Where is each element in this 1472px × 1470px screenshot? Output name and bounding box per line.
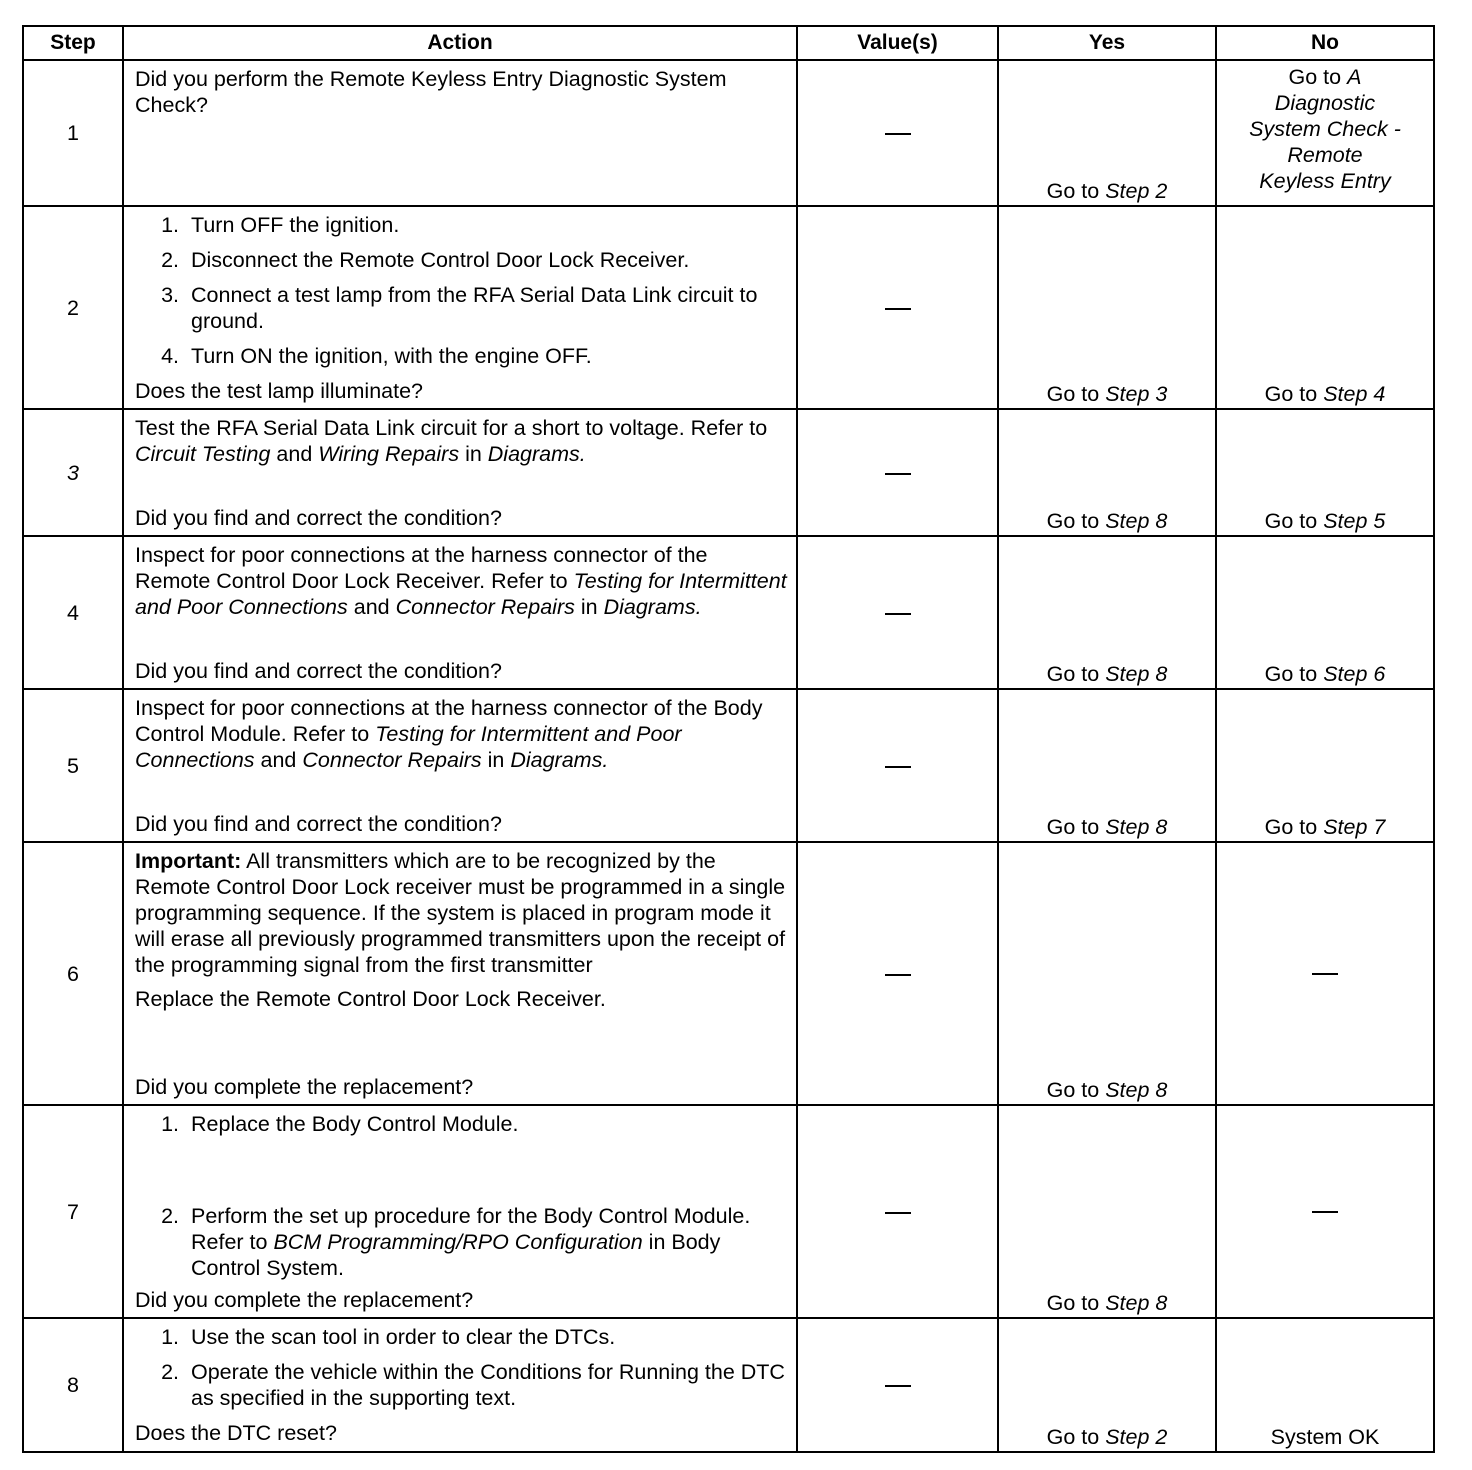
action-steps [135, 212, 788, 369]
yes-cell: Go to Step 8 [998, 689, 1216, 842]
step-number: 7 [23, 1105, 123, 1318]
yes-cell: Go to Step 8 [998, 536, 1216, 689]
header-action: Action [123, 26, 797, 60]
action-cell [123, 60, 797, 206]
dash-mark [885, 1385, 911, 1387]
table-row [23, 60, 1434, 206]
important-note: Important: All transmitters which are to be recognized by the Remote Control Door Lock receiver must be programmed in a single programming sequence. If the system is placed in program mode it will erase all previously programmed transmitters upon the receipt of the programming signal from the first transmitter [135, 849, 786, 977]
action-step: 2. Perform the set up procedure for the Body Control Module. Refer to BCM Programming/RPO Configuration in Body Control System. [161, 1204, 751, 1280]
action-question: Did you complete the replacement? [135, 1288, 474, 1312]
header-row [23, 26, 1434, 60]
no-cell: Go to Step 5 [1216, 409, 1434, 536]
action-cell [123, 536, 797, 689]
action-text: Replace the Remote Control Door Lock Receiver. [135, 987, 606, 1011]
action-question: Did you find and correct the condition? [135, 659, 502, 683]
no-cell: Go to Step 6 [1216, 536, 1434, 689]
step-number: 2 [23, 206, 123, 409]
action-cell [123, 409, 797, 536]
no-cell: System OK [1216, 1318, 1434, 1452]
no-cell: Go to Step 7 [1216, 689, 1434, 842]
dash-mark [885, 1212, 911, 1214]
action-question: Did you perform the Remote Keyless Entry Diagnostic System Check? [135, 67, 727, 117]
dash-mark [885, 133, 911, 135]
action-cell [123, 1105, 797, 1318]
action-cell [123, 206, 797, 409]
header-values: Value(s) [797, 26, 998, 60]
value-cell [797, 842, 998, 1105]
yes-cell: Go to Step 2 [998, 1318, 1216, 1452]
no-cell [1216, 1105, 1434, 1318]
dash-mark [1312, 973, 1338, 975]
action-text: Inspect for poor connections at the harness connector of the Body Control Module. Refer to Testing for Intermittent and Poor Connections and Connector Repairs in Diagrams. [135, 696, 763, 772]
step-number: 4 [23, 536, 123, 689]
table-row [23, 1105, 1434, 1318]
yes-cell: Go to Step 8 [998, 1105, 1216, 1318]
table-row [23, 1318, 1434, 1452]
value-cell [797, 60, 998, 206]
dash-mark [885, 308, 911, 310]
action-steps [135, 1324, 788, 1411]
header-step: Step [23, 26, 123, 60]
action-text: Inspect for poor connections at the harness connector of the Remote Control Door Lock Receiver. Refer to Testing for Intermittent and Poor Connections and Connector Repairs in Diagrams. [135, 543, 787, 619]
action-step: 1. Replace the Body Control Module. [161, 1112, 519, 1136]
table-row [23, 206, 1434, 409]
action-step: 1. Turn OFF the ignition. [161, 213, 400, 237]
step-number: 5 [23, 689, 123, 842]
yes-cell: Go to Step 3 [998, 206, 1216, 409]
table-row [23, 842, 1434, 1105]
dash-mark [885, 974, 911, 976]
step-number: 6 [23, 842, 123, 1105]
header-no: No [1216, 26, 1434, 60]
no-cell: Go to A Diagnostic System Check - Remote Keyless Entry [1216, 60, 1434, 206]
dash-mark [885, 473, 911, 475]
yes-cell: Go to Step 8 [998, 842, 1216, 1105]
dash-mark [885, 766, 911, 768]
step-number: 1 [23, 60, 123, 206]
value-cell [797, 689, 998, 842]
action-text: Test the RFA Serial Data Link circuit for a short to voltage. Refer to Circuit Testing and Wiring Repairs in Diagrams. [135, 416, 768, 466]
value-cell [797, 536, 998, 689]
header-yes: Yes [998, 26, 1216, 60]
action-question: Does the test lamp illuminate? [135, 379, 424, 403]
no-cell [1216, 842, 1434, 1105]
action-question: Did you find and correct the condition? [135, 506, 502, 530]
action-step: 3. Connect a test lamp from the RFA Serial Data Link circuit to ground. [161, 283, 758, 333]
action-step: 2. Operate the vehicle within the Conditions for Running the DTC as specified in the supporting text. [161, 1360, 785, 1410]
action-step: 4. Turn ON the ignition, with the engine OFF. [161, 344, 592, 368]
table-row [23, 689, 1434, 842]
table-row [23, 409, 1434, 536]
diagnostic-table [22, 25, 1435, 1453]
table-row [23, 536, 1434, 689]
step-number: 3 [23, 409, 123, 536]
value-cell [797, 409, 998, 536]
action-step: 2. Disconnect the Remote Control Door Lock Receiver. [161, 248, 690, 272]
action-cell [123, 689, 797, 842]
action-cell [123, 842, 797, 1105]
value-cell [797, 1318, 998, 1452]
yes-cell: Go to Step 2 [998, 60, 1216, 206]
yes-cell: Go to Step 8 [998, 409, 1216, 536]
action-question: Did you find and correct the condition? [135, 812, 502, 836]
action-cell [123, 1318, 797, 1452]
action-question: Does the DTC reset? [135, 1421, 337, 1445]
step-number: 8 [23, 1318, 123, 1452]
no-cell: Go to Step 4 [1216, 206, 1434, 409]
dash-mark [885, 613, 911, 615]
value-cell [797, 206, 998, 409]
action-step: 1. Use the scan tool in order to clear the DTCs. [161, 1325, 616, 1349]
dash-mark [1312, 1211, 1338, 1213]
action-question: Did you complete the replacement? [135, 1075, 474, 1099]
value-cell [797, 1105, 998, 1318]
